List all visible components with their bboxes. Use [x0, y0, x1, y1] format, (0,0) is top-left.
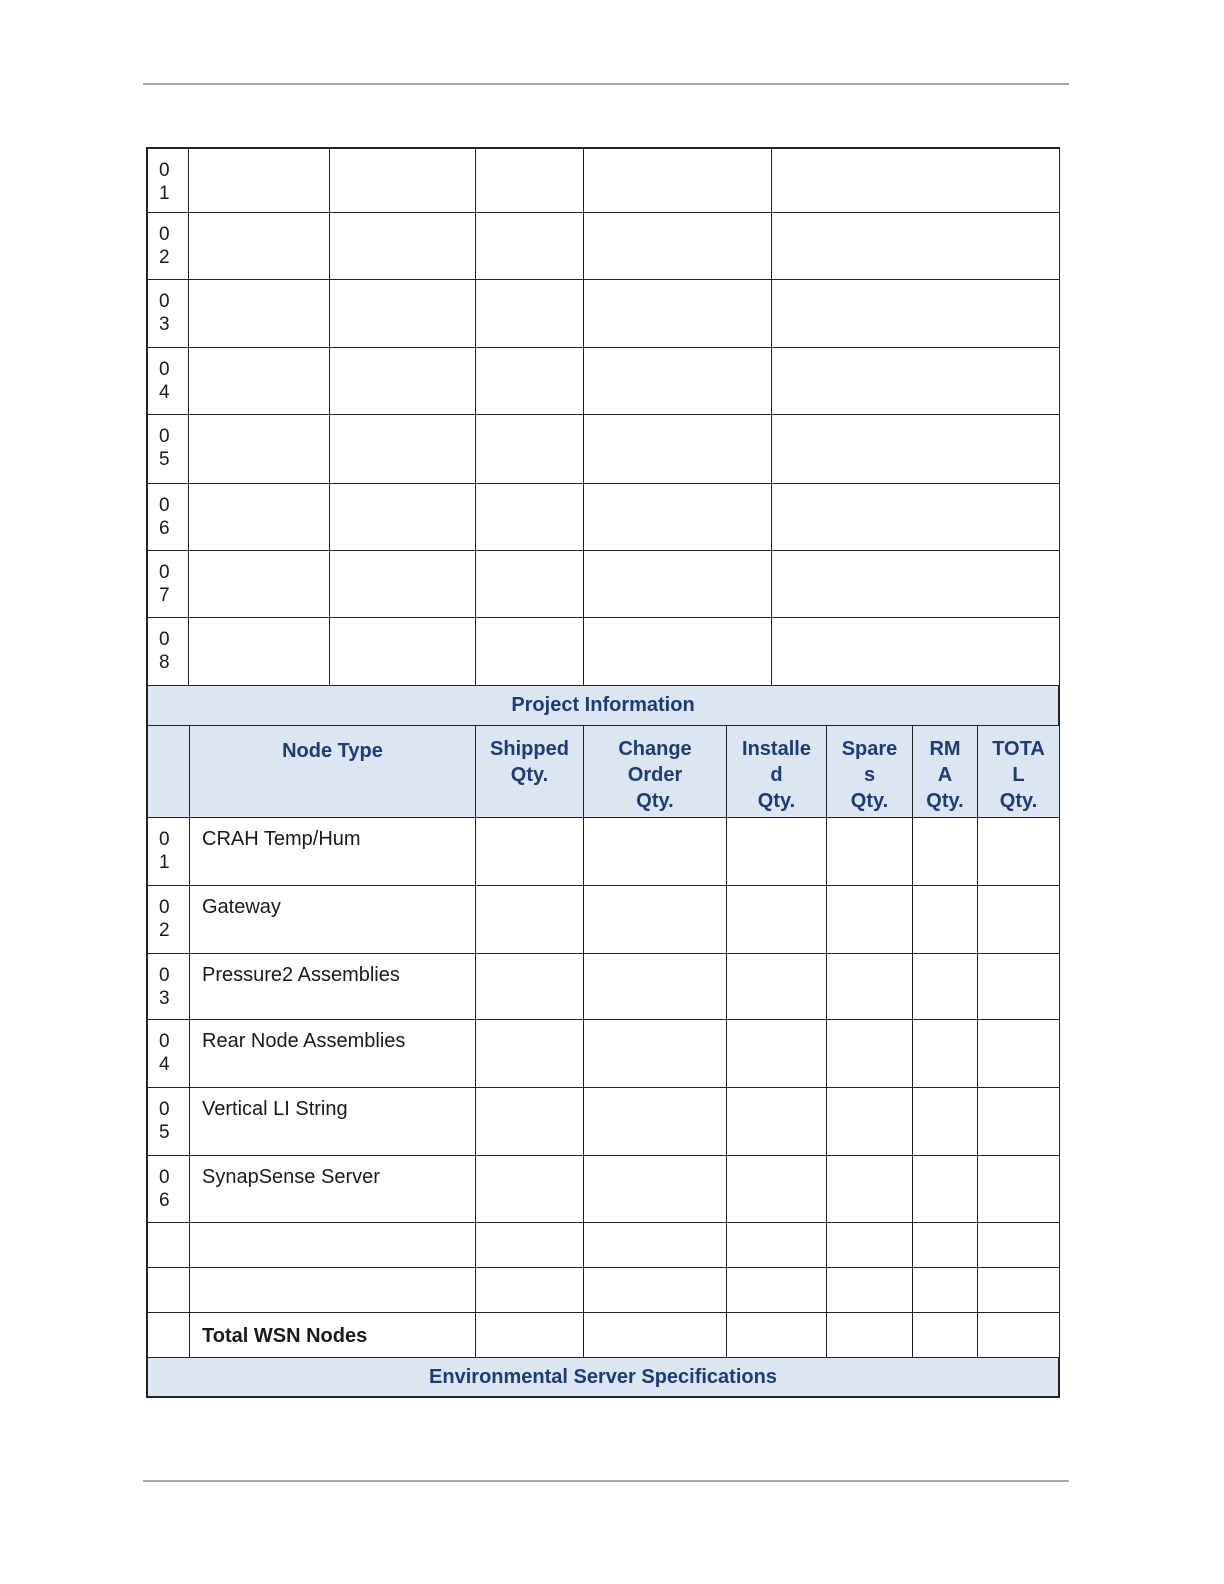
row-number: 0 4 [146, 348, 189, 415]
column-header: TOTA L Qty. [978, 726, 1060, 818]
table-cell-empty [190, 1223, 476, 1268]
table-cell [913, 1313, 978, 1358]
table-cell [189, 280, 330, 348]
table-cell [189, 415, 330, 484]
table-cell [772, 147, 1060, 213]
table-cell [772, 213, 1060, 280]
table-cell [772, 348, 1060, 415]
node-type-label: Gateway [190, 886, 476, 954]
table-cell [146, 1313, 190, 1358]
table-cell [476, 213, 584, 280]
node-type-label: CRAH Temp/Hum [190, 818, 476, 886]
table-cell [330, 551, 476, 618]
table-cell [476, 954, 584, 1020]
table-cell [584, 1020, 727, 1088]
node-type-label: SynapSense Server [190, 1156, 476, 1223]
table-cell [913, 954, 978, 1020]
table-cell [584, 1088, 727, 1156]
table-cell [727, 886, 827, 954]
column-header: Shipped Qty. [476, 726, 584, 818]
table-cell [330, 618, 476, 686]
table-cell [978, 886, 1060, 954]
table-cell [189, 213, 330, 280]
table-cell [913, 818, 978, 886]
table-cell [476, 1020, 584, 1088]
table-cell [189, 147, 330, 213]
table-cell-empty [727, 1223, 827, 1268]
node-type-label: Vertical LI String [190, 1088, 476, 1156]
table-cell [772, 415, 1060, 484]
table-cell [330, 280, 476, 348]
table-cell [476, 415, 584, 484]
table-cell [330, 348, 476, 415]
table-cell-empty [476, 1223, 584, 1268]
header-rule [143, 83, 1069, 85]
footer-rule [143, 1480, 1069, 1482]
table-cell [978, 954, 1060, 1020]
table-cell [727, 1088, 827, 1156]
table-cell [772, 618, 1060, 686]
table-cell-empty [146, 1268, 190, 1313]
table-cell-empty [978, 1268, 1060, 1313]
table-cell-empty [827, 1268, 913, 1313]
node-type-label: Rear Node Assemblies [190, 1020, 476, 1088]
table-cell [476, 348, 584, 415]
table-cell [827, 1088, 913, 1156]
table-cell [827, 954, 913, 1020]
table-cell [913, 886, 978, 954]
table-cell [476, 818, 584, 886]
column-header: Node Type [190, 726, 476, 818]
table-cell [584, 348, 772, 415]
table-cell [476, 280, 584, 348]
table-cell [476, 886, 584, 954]
table-cell [189, 348, 330, 415]
table-cell [913, 1088, 978, 1156]
table-cell [827, 1020, 913, 1088]
table-cell-empty [727, 1268, 827, 1313]
table-cell-empty [827, 1223, 913, 1268]
row-number: 0 7 [146, 551, 189, 618]
table-cell [330, 484, 476, 551]
table-cell [978, 1156, 1060, 1223]
table-cell [476, 618, 584, 686]
total-wsn-nodes-label: Total WSN Nodes [190, 1313, 476, 1358]
table-cell [827, 1156, 913, 1223]
table-cell-empty [584, 1223, 727, 1268]
section-title-environmental-server: Environmental Server Specifications [146, 1358, 1060, 1398]
row-number: 0 1 [146, 147, 189, 213]
column-header: Spare s Qty. [827, 726, 913, 818]
table-cell [584, 1313, 727, 1358]
table-cell [189, 618, 330, 686]
table-cell [913, 1156, 978, 1223]
table-cell-empty [584, 1268, 727, 1313]
table-cell [727, 1156, 827, 1223]
row-number: 0 6 [146, 1156, 190, 1223]
row-number: 0 5 [146, 415, 189, 484]
table-cell [476, 1156, 584, 1223]
table-cell [584, 415, 772, 484]
column-header: Installe d Qty. [727, 726, 827, 818]
table-cell-empty [913, 1268, 978, 1313]
table-cell [913, 1020, 978, 1088]
table-cell-empty [146, 1223, 190, 1268]
table-cell [727, 954, 827, 1020]
table-cell [727, 818, 827, 886]
table-cell [978, 1313, 1060, 1358]
row-number: 0 4 [146, 1020, 190, 1088]
table-cell-empty [913, 1223, 978, 1268]
table-cell [476, 551, 584, 618]
table-cell [827, 886, 913, 954]
table-cell [476, 147, 584, 213]
table-cell [827, 818, 913, 886]
table-cell [476, 1313, 584, 1358]
table-cell [772, 551, 1060, 618]
row-number: 0 6 [146, 484, 189, 551]
table-cell-empty [978, 1223, 1060, 1268]
column-header: Change Order Qty. [584, 726, 727, 818]
table-cell [978, 818, 1060, 886]
table-cell [330, 213, 476, 280]
table-cell [978, 1020, 1060, 1088]
table-cell [584, 1156, 727, 1223]
table-cell [772, 484, 1060, 551]
table-cell-empty [476, 1268, 584, 1313]
table-cell [584, 280, 772, 348]
node-type-label: Pressure2 Assemblies [190, 954, 476, 1020]
section-title-project-information: Project Information [146, 686, 1060, 726]
table-cell [584, 213, 772, 280]
row-number: 0 2 [146, 886, 190, 954]
row-number: 0 1 [146, 818, 190, 886]
row-number: 0 8 [146, 618, 189, 686]
table-cell [584, 954, 727, 1020]
table-cell [978, 1088, 1060, 1156]
table-cell [727, 1313, 827, 1358]
table-cell [584, 818, 727, 886]
column-header: RM A Qty. [913, 726, 978, 818]
table-cell [727, 1020, 827, 1088]
table-cell [189, 551, 330, 618]
table-cell [330, 415, 476, 484]
table-cell [330, 147, 476, 213]
row-number: 0 2 [146, 213, 189, 280]
table-cell [584, 484, 772, 551]
table-cell [584, 147, 772, 213]
row-number: 0 3 [146, 280, 189, 348]
header-blank [146, 726, 190, 818]
row-number: 0 3 [146, 954, 190, 1020]
table-cell-empty [190, 1268, 476, 1313]
table-cell [584, 886, 727, 954]
row-number: 0 5 [146, 1088, 190, 1156]
table-cell [827, 1313, 913, 1358]
table-cell [584, 551, 772, 618]
table-cell [772, 280, 1060, 348]
table-cell [476, 1088, 584, 1156]
table-cell [584, 618, 772, 686]
table-cell [189, 484, 330, 551]
table-cell [476, 484, 584, 551]
